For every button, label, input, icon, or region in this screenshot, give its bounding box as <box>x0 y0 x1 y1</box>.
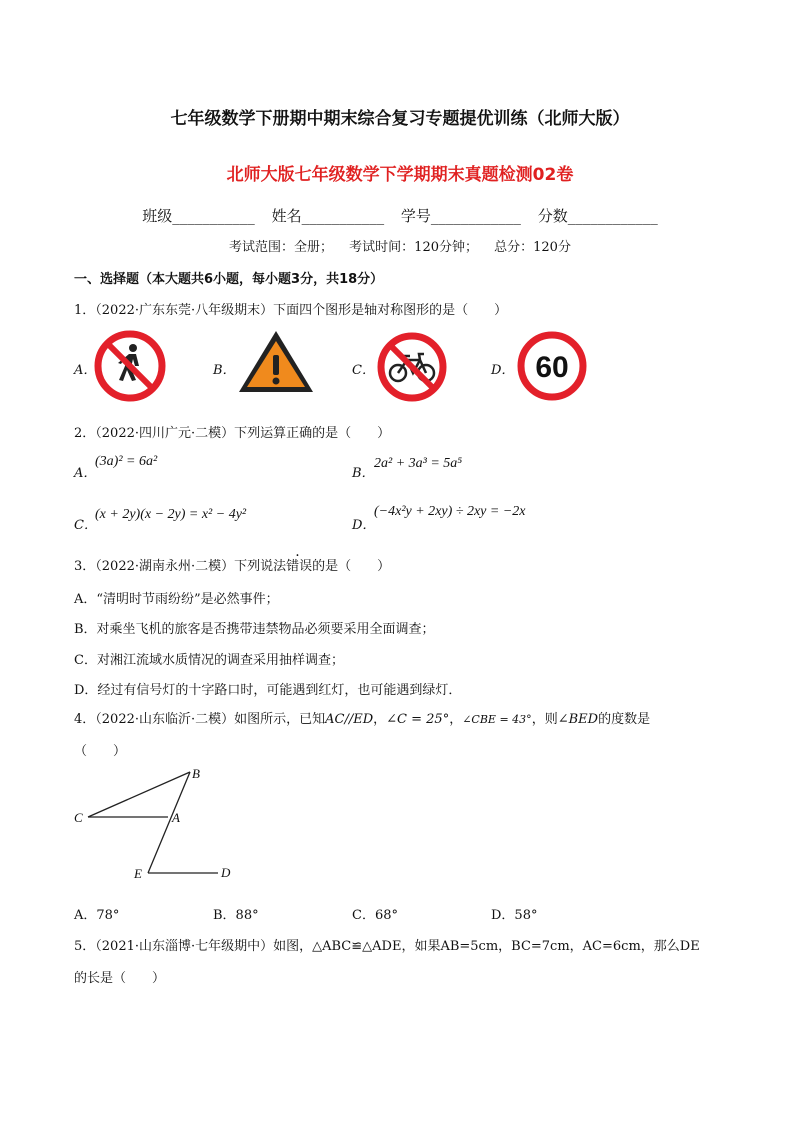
q4-parallel: AC//ED <box>325 712 374 727</box>
point-c-label: C <box>74 810 83 825</box>
q4-option-c: C．68° <box>352 908 398 923</box>
q4-sep2: ， <box>449 712 463 727</box>
point-d-label: D <box>221 865 231 880</box>
q1-label-a: A． <box>74 363 97 378</box>
exam-time: 考试时间：120分钟； <box>349 240 478 255</box>
exam-range: 考试范围：全册； <box>229 240 334 255</box>
q2-label-c: C． <box>74 518 97 533</box>
exam-scope-line <box>0 236 800 255</box>
class-field: 班级___________ <box>142 207 255 225</box>
q2-option-d: (−4x²y + 2xy) ÷ 2xy = −2x <box>374 504 526 519</box>
q3-option-a: A．“清明时节雨纷纷”是必然事件； <box>74 592 279 607</box>
q3-stem <box>74 555 390 574</box>
q4-geometry-figure <box>70 760 250 885</box>
q4-option-d: D．58° <box>491 908 538 923</box>
q4-stem <box>74 708 650 727</box>
q2-option-b: 2a² + 3a³ = 5a⁵ <box>374 456 463 471</box>
q2-label-b: B． <box>352 466 375 481</box>
section-heading: 一、选择题（本大题共6小题，每小题3分，共18分） <box>74 272 384 287</box>
q4-angle-c: ∠C = 25° <box>386 712 450 727</box>
page-title: 七年级数学下册期中期末综合复习专题提优训练（北师大版） <box>170 109 630 129</box>
point-b-label: B <box>192 766 200 781</box>
q4-paren: （ ） <box>74 744 127 759</box>
q4-stem-b: ，则 <box>531 712 558 727</box>
name-field: 姓名___________ <box>271 207 385 225</box>
q4-stem-a: 4．（2022·山东临沂·二模）如图所示，已知 <box>74 712 326 727</box>
q2-option-a: (3a)² = 6a² <box>95 454 158 469</box>
q4-angle-cbe: ∠CBE = 43° <box>462 713 532 726</box>
point-e-label: E <box>134 866 142 881</box>
q3-stem-a: 3．（2022·湖南永州·二模）下列说法 <box>74 559 287 574</box>
id-field: 学号____________ <box>400 207 521 225</box>
q3-option-d: D．经过有信号灯的十字路口时，可能遇到红灯，也可能遇到绿灯． <box>74 683 462 698</box>
warning-sign-icon <box>236 328 316 396</box>
speed-limit-value: 60 <box>535 351 569 384</box>
q1-label-b: B． <box>213 363 236 378</box>
q3-stem-emphasis: 错误 <box>286 559 313 574</box>
q2-stem: 2．（2022·四川广元·二模）下列运算正确的是（ ） <box>74 426 391 441</box>
q1-label-c: C． <box>352 363 375 378</box>
q4-option-b: B．88° <box>213 908 259 923</box>
q4-sep1: ， <box>373 712 387 727</box>
speed-limit-sign-icon <box>514 330 590 402</box>
q5-stem-line1: 5．（2021·山东淄博·七年级期中）如图，△ABC≌△ADE，如果AB=5cm，BC=7cm，AC=6cm，那么DE <box>74 939 700 954</box>
no-bicycle-sign-icon <box>374 330 450 404</box>
point-a-label: A <box>172 810 180 825</box>
q3-option-b: B．对乘坐飞机的旅客是否携带违禁物品必须要采用全面调查； <box>74 622 435 637</box>
student-info-line <box>0 205 800 226</box>
q2-label-d: D． <box>352 518 376 533</box>
q4-angle-bed: ∠BED <box>557 712 599 727</box>
q2-label-a: A． <box>74 466 97 481</box>
q4-option-a: A．78° <box>74 908 120 923</box>
q2-option-c: (x + 2y)(x − 2y) = x² − 4y² <box>95 507 247 522</box>
q1-label-d: D． <box>491 363 515 378</box>
q1-stem: 1．（2022·广东东莞·八年级期末）下面四个图形是轴对称图形的是（ ） <box>74 303 508 318</box>
exam-total: 总分：120分 <box>494 240 571 255</box>
q5-stem-line2: 的长是（ ） <box>74 971 166 986</box>
page-subtitle: 北师大版七年级数学下学期期末真题检测02卷 <box>226 165 574 185</box>
q3-option-c: C．对湘江流域水质情况的调查采用抽样调查； <box>74 653 344 668</box>
q3-stem-b: 的是（ ） <box>312 559 391 574</box>
score-field: 分数____________ <box>537 207 658 225</box>
no-pedestrian-sign-icon <box>92 328 168 404</box>
q4-stem-c: 的度数是 <box>598 712 651 727</box>
